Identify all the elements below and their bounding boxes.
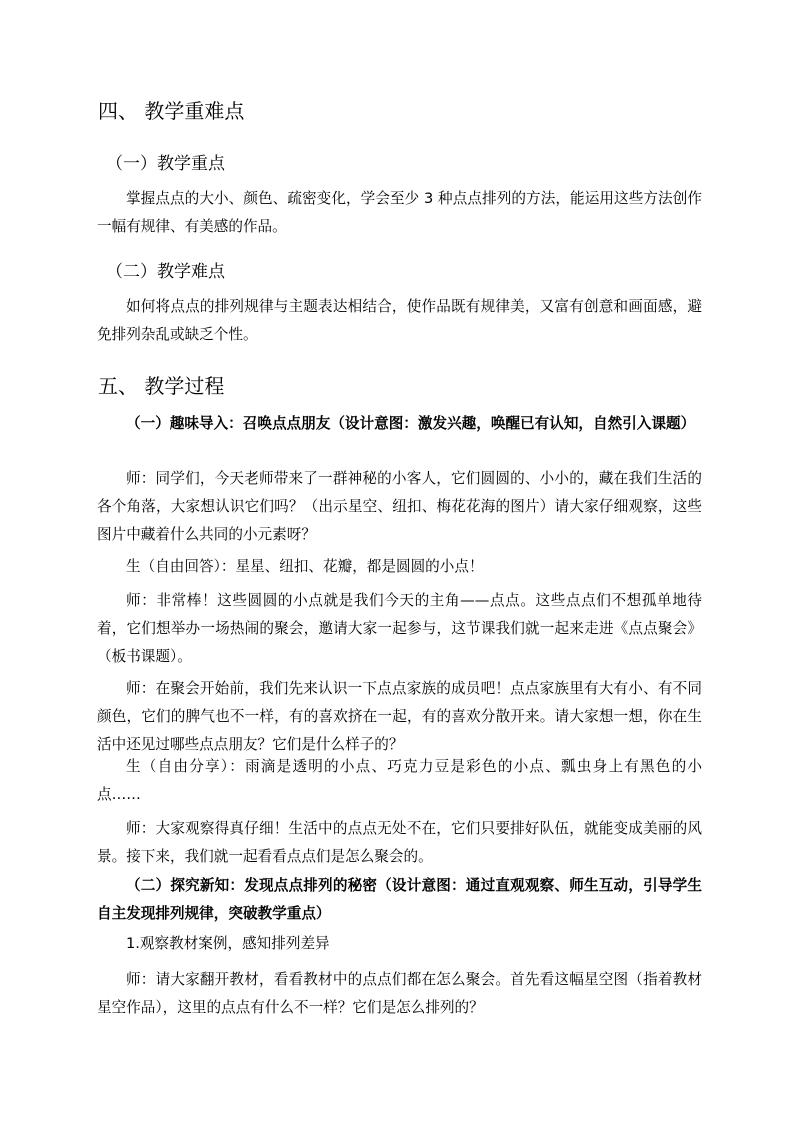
dialogue-paragraph: 师：在聚会开始前，我们先来认识一下点点家族的成员吧！点点家族里有大有小、有不同颜色，它们的脾气也不一样，有的喜欢挤在一起，有的喜欢分散开来。请大家想一想，你在生活中还见过哪些点点朋友？它们是什么样子的？ xyxy=(97,680,702,753)
section-5-heading: 五、 教学过程 xyxy=(98,374,225,398)
section-4-heading: 四、 教学重难点 xyxy=(98,99,245,123)
difficult-points-heading: （二）教学难点 xyxy=(106,262,225,282)
dialogue-paragraph: 师：同学们，今天老师带来了一群神秘的小客人，它们圆圆的、小小的，藏在我们生活的各个角落，大家想认识它们吗？（出示星空、纽扣、梅花花海的图片）请大家仔细观察，这些图片中藏着什么共同的小元素呀？ xyxy=(97,470,702,543)
step-1-heading: （一）趣味导入：召唤点点朋友（设计意图：激发兴趣，唤醒已有认知，自然引入课题） xyxy=(126,415,696,432)
step-2-heading: （二）探究新知：发现点点排列的秘密（设计意图：通过直观观察、师生互动，引导学生自主发现排列规律，突破教学重点） xyxy=(97,877,702,922)
dialogue-paragraph: 师：大家观察得真仔细！生活中的点点无处不在，它们只要排好队伍，就能变成美丽的风景。接下来，我们就一起看看点点们是怎么聚会的。 xyxy=(97,820,702,865)
key-points-text: 掌握点点的大小、颜色、疏密变化，学会至少 3 种点点排列的方法，能运用这些方法创作一幅有规律、有美感的作品。 xyxy=(97,190,702,235)
dialogue-paragraph: 师：非常棒！这些圆圆的小点就是我们今天的主角——点点。这些点点们不想孤单地待着，它们想举办一场热闹的聚会，邀请大家一起参与，这节课我们就一起来走进《点点聚会》（板书课题）。 xyxy=(97,592,702,665)
dialogue-paragraph: 生（自由分享）：雨滴是透明的小点、巧克力豆是彩色的小点、瓢虫身上有黑色的小点…… xyxy=(97,758,702,803)
difficult-points-text: 如何将点点的排列规律与主题表达相结合，使作品既有规律美，又富有创意和画面感，避免排列杂乱或缺乏个性。 xyxy=(97,298,702,343)
dialogue-paragraph: 师：请大家翻开教材，看看教材中的点点们都在怎么聚会。首先看这幅星空图（指着教材星空作品），这里的点点有什么不一样？它们是怎么排列的？ xyxy=(97,971,702,1016)
dialogue-paragraph: 生（自由回答）：星星、纽扣、花瓣，都是圆圆的小点！ xyxy=(126,558,484,575)
numbered-item: 1.观察教材案例，感知排列差异 xyxy=(126,935,330,952)
key-points-heading: （一）教学重点 xyxy=(106,154,225,174)
